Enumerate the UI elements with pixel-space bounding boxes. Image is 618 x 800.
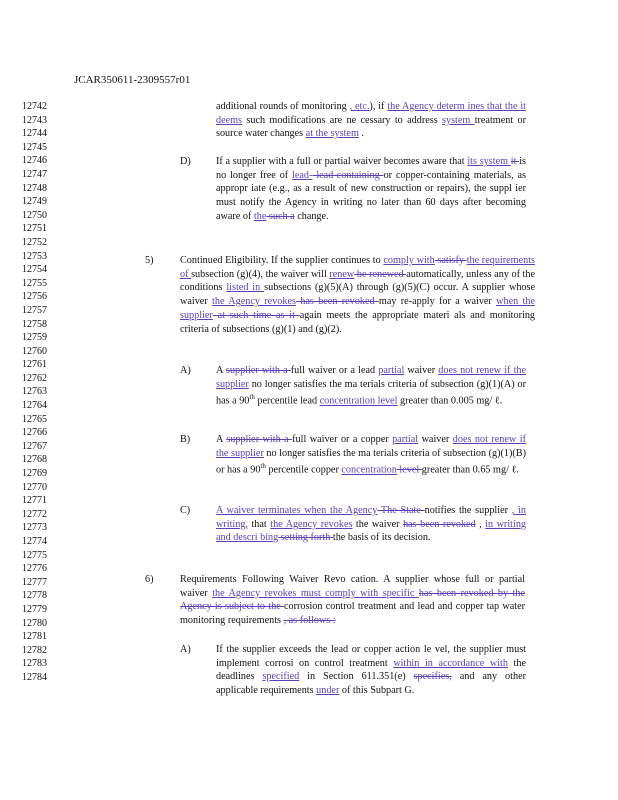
line-number: 12765 <box>22 413 47 425</box>
inserted-text: the requirements of <box>180 255 535 280</box>
text-run: again meets the appropriate materi als and monitoring criteria of subsections (g)(1) and (g)(2). <box>180 309 536 335</box>
deleted-text: satisfy <box>434 255 467 266</box>
line-number: 12743 <box>22 114 47 126</box>
text-run: such modifications are ne cessary to address <box>242 114 443 126</box>
label-6: 6) <box>145 574 154 585</box>
document-id: JCAR350611-2309557r01 <box>74 74 191 86</box>
text-run: greater than 0.65 mg/ ℓ. <box>421 464 519 476</box>
deleted-text: be renewed <box>354 268 407 280</box>
label-b-copper: B) <box>180 434 191 445</box>
deleted-text: level <box>396 464 422 476</box>
line-number: 12770 <box>22 481 47 493</box>
line-number: 12746 <box>22 155 47 167</box>
inserted-text: in accordance with <box>419 657 508 669</box>
label-d: D) <box>180 156 191 167</box>
label-5: 5) <box>145 255 154 266</box>
text-run: no longer satisfies the ma terials criteria of subsection (g)(1)(B) or has a 90 <box>216 447 526 476</box>
deleted-text: The State <box>377 505 425 516</box>
line-number: 12761 <box>22 359 47 371</box>
line-number: 12780 <box>22 617 47 629</box>
text-run: If a supplier with a full or partial waiver becomes aware that <box>216 156 468 167</box>
inserted-text: its system <box>467 156 511 167</box>
paragraph-d <box>216 155 526 224</box>
inserted-text: does not renew if the supplier <box>216 365 527 390</box>
inserted-text: listed in <box>226 282 265 294</box>
inserted-text: under <box>316 685 340 697</box>
label-a-action-level: A) <box>180 644 191 655</box>
inserted-text: A waiver terminates when the Agency <box>216 505 378 516</box>
text-run: full waiver or a lead <box>290 365 379 376</box>
text-run: percentile lead <box>254 395 320 407</box>
inserted-text: specified <box>262 671 300 683</box>
text-run: A <box>216 434 227 445</box>
text-run: , <box>475 518 486 530</box>
inserted-text: renew <box>329 268 355 280</box>
inserted-text: concentration <box>341 464 397 476</box>
label-c-terminate: C) <box>180 505 191 516</box>
inserted-text: when the supplier <box>180 296 535 321</box>
paragraph-b-copper <box>216 433 526 478</box>
text-run: full waiver or a copper <box>292 434 393 445</box>
line-number: 12767 <box>22 440 47 452</box>
inserted-text: the Agency determ ines that the it deems <box>216 101 526 126</box>
inserted-text: lead- <box>292 169 313 181</box>
text-run: Continued Eligibility. If the supplier continues to <box>180 255 384 266</box>
line-number: 12757 <box>22 304 47 316</box>
inserted-text: , in writing, <box>216 505 526 530</box>
line-number: 12760 <box>22 345 47 357</box>
line-number: 12778 <box>22 590 47 602</box>
line-number: 12775 <box>22 549 47 561</box>
text-run: the basis of its decision. <box>332 532 431 544</box>
line-number: 12774 <box>22 536 47 547</box>
text-run: the waiver <box>352 518 404 530</box>
line-number: 12756 <box>22 291 47 303</box>
inserted-text: the Agency revokes <box>212 296 296 308</box>
inserted-text: partial <box>378 365 405 376</box>
inserted-text: if the supplier <box>216 434 526 459</box>
deleted-text: supplier with a <box>225 365 291 376</box>
deleted-text: has been revoked <box>403 518 476 530</box>
text-run: in Section 611.351(e) <box>299 671 414 683</box>
line-number-column <box>22 100 47 685</box>
line-number: 12750 <box>22 209 47 221</box>
text-run: A <box>216 365 226 376</box>
paragraph-c-terminate <box>216 504 526 545</box>
inserted-text: in writing and descri bing <box>216 518 527 544</box>
inserted-text: system <box>442 114 475 126</box>
text-run: waiver <box>404 365 439 376</box>
inserted-text: does not renew <box>452 434 517 445</box>
line-number: 12781 <box>22 631 47 643</box>
deleted-text: setting forth <box>278 532 333 544</box>
text-run: that <box>247 518 271 530</box>
line-number: 12755 <box>22 277 47 289</box>
line-number: 12777 <box>22 576 47 588</box>
line-number: 12758 <box>22 318 47 330</box>
text-run: th <box>249 393 255 402</box>
line-number: 12768 <box>22 454 47 466</box>
line-number: 12744 <box>22 128 47 140</box>
line-number: 12782 <box>22 644 47 656</box>
deleted-text: it <box>510 156 520 167</box>
paragraph-a-lead <box>216 364 526 409</box>
line-number: 12747 <box>22 168 47 180</box>
text-run: percentile copper <box>265 464 342 476</box>
text-run: th <box>260 462 266 471</box>
line-number: 12753 <box>22 250 47 262</box>
inserted-text: must comply with specific <box>296 587 419 599</box>
line-number: 12763 <box>22 386 47 398</box>
text-run: is no longer free of <box>216 156 526 181</box>
deleted-text: at such time as it <box>212 309 300 321</box>
line-number: 12751 <box>22 223 47 235</box>
text-run: and any other applicable requirements <box>216 671 526 697</box>
inserted-text: the Agency revokes <box>270 518 353 530</box>
line-number: 12749 <box>22 196 47 208</box>
text-run: no longer satisfies the ma terials criteria of subsection (g)(1)(A) or has a 90 <box>216 378 526 407</box>
line-number: 12742 <box>22 101 47 112</box>
text-run: the deadlines <box>216 657 527 683</box>
line-number: 12771 <box>22 495 47 507</box>
inserted-text: the <box>253 210 267 222</box>
text-run: subsections (g)(5)(A) through (g)(5)(C) occur. A supplier whose waiver <box>180 282 536 308</box>
text-run: greater than 0.005 mg/ ℓ. <box>397 395 503 407</box>
line-number: 12766 <box>22 427 47 439</box>
text-run: automatically, unless any of the conditions <box>180 268 535 294</box>
inserted-text: at the system <box>305 128 359 140</box>
line-number: 12776 <box>22 563 47 575</box>
text-run: waiver <box>418 434 453 445</box>
line-number: 12773 <box>22 522 47 534</box>
deleted-text: has been revoked by the Agency is subject to the <box>180 587 525 613</box>
text-run: additional rounds of monitoring <box>216 101 350 112</box>
deleted-text: has been revoked <box>295 296 379 308</box>
deleted-text: supplier with a <box>226 434 293 445</box>
paragraph-a-action-level <box>216 643 526 698</box>
text-run: corrosion control treatment and lead and copper tap water monitoring requirements <box>180 601 525 627</box>
text-run: of this Subpart G. <box>339 685 415 697</box>
label-a-lead: A) <box>180 365 191 376</box>
inserted-text: , etc. <box>349 101 370 112</box>
paragraph-continuation <box>216 100 526 141</box>
line-number: 12772 <box>22 508 47 520</box>
line-number: 12745 <box>22 141 47 153</box>
line-number: 12779 <box>22 603 47 615</box>
line-number: 12784 <box>22 671 47 683</box>
text-run: Requirements Following Waiver Revo cation. A supplier whose full or partial waiver <box>180 574 525 599</box>
paragraph-continued-eligibility <box>180 254 535 336</box>
inserted-text: concentration level <box>319 395 398 407</box>
text-run: If the supplier exceeds the lead or copper action le vel, the supplier must implement corrosi on control treatment <box>216 644 526 669</box>
line-number: 12754 <box>22 264 47 276</box>
deleted-text: lead-containing <box>312 169 384 181</box>
deleted-text: specifies, <box>413 671 452 683</box>
inserted-text: partial <box>392 434 419 445</box>
text-run: subsection (g)(4), the waiver will <box>191 268 330 280</box>
line-number: 12762 <box>22 372 47 384</box>
line-number: 12759 <box>22 332 47 344</box>
text-run: . <box>358 128 364 140</box>
inserted-text: within <box>393 657 420 669</box>
line-number: 12783 <box>22 658 47 670</box>
line-number: 12769 <box>22 468 47 480</box>
inserted-text: comply with <box>383 255 435 266</box>
text-run: notifies the supplier <box>424 505 512 516</box>
inserted-text: the Agency revokes <box>212 587 297 599</box>
deleted-text: , as follows : <box>283 615 336 627</box>
text-run: change. <box>294 210 329 222</box>
line-number: 12748 <box>22 182 47 194</box>
text-run: may re-apply for a waiver <box>378 296 497 308</box>
text-run: or copper-containing materials, as appropr iate (e.g., as a result of new construction or repairs), the suppl ier must notify the Agency in writing no later than 60 days after becoming aware of <box>216 169 526 222</box>
line-number: 12764 <box>22 400 47 412</box>
paragraph-requirements-revocation <box>180 573 525 628</box>
line-number: 12752 <box>22 236 47 248</box>
text-run: ), if <box>369 101 388 112</box>
deleted-text: such a <box>266 210 295 222</box>
text-run: treatment or source water changes <box>216 114 526 140</box>
